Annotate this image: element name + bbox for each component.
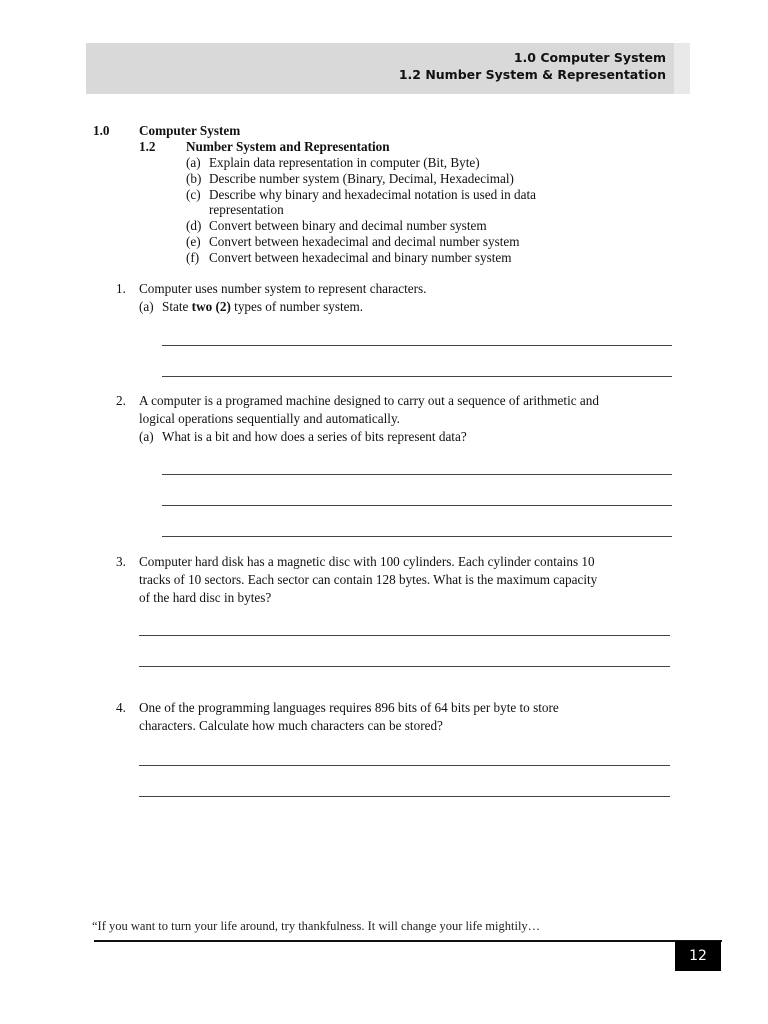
objective-letter: (d): [186, 218, 202, 233]
answer-line[interactable]: [162, 505, 672, 506]
answer-line[interactable]: [139, 765, 670, 766]
question-text: A computer is a programed machine designed to carry out a sequence of arithmetic and: [139, 393, 599, 408]
objective-letter: (e): [186, 234, 201, 249]
header-chapter: 1.0 Computer System: [513, 50, 666, 65]
objective-text: Describe why binary and hexadecimal notation is used in data: [209, 187, 537, 202]
subquestion-text-post: types of number system.: [230, 299, 364, 314]
page-number: 12: [675, 941, 721, 971]
footer-divider: [94, 940, 722, 942]
question-text: Computer uses number system to represent characters.: [139, 281, 427, 296]
answer-line[interactable]: [139, 666, 670, 667]
answer-line[interactable]: [162, 536, 672, 537]
answer-line[interactable]: [162, 345, 672, 346]
question-number: 1.: [116, 281, 126, 296]
subquestion-text-pre: State: [162, 299, 192, 314]
question-text: Computer hard disk has a magnetic disc with 100 cylinders. Each cylinder contains 10: [139, 554, 595, 569]
question-text: One of the programming languages requires 896 bits of 64 bits per byte to store: [139, 700, 559, 715]
subquestion-text: What is a bit and how does a series of bits represent data?: [162, 429, 467, 444]
objective-letter: (c): [186, 187, 201, 202]
subquestion-letter: (a): [139, 299, 154, 314]
header-band-edge: [674, 43, 690, 94]
objective-text: Explain data representation in computer (Bit, Byte): [209, 155, 480, 170]
answer-line[interactable]: [139, 796, 670, 797]
subsection-number: 1.2: [139, 139, 156, 154]
subquestion-letter: (a): [139, 429, 154, 444]
subquestion-text: [162, 299, 363, 315]
question-number: 2.: [116, 393, 126, 408]
question-text: characters. Calculate how much characters can be stored?: [139, 718, 443, 733]
footer-quote: “If you want to turn your life around, try thankfulness. It will change your life mightily…: [92, 919, 541, 933]
question-text: of the hard disc in bytes?: [139, 590, 272, 605]
question-text: logical operations sequentially and automatically.: [139, 411, 400, 426]
header-subchapter: 1.2 Number System & Representation: [398, 67, 666, 82]
objective-text: Convert between hexadecimal and decimal number system: [209, 234, 520, 249]
section-number: 1.0: [93, 123, 110, 138]
objective-text-continued: representation: [209, 202, 284, 217]
section-title: Computer System: [139, 123, 241, 138]
answer-line[interactable]: [162, 376, 672, 377]
answer-line[interactable]: [162, 474, 672, 475]
header-band: [86, 43, 690, 94]
question-text: tracks of 10 sectors. Each sector can contain 128 bytes. What is the maximum capacity: [139, 572, 598, 587]
objective-text: Convert between hexadecimal and binary number system: [209, 250, 512, 265]
objective-letter: (f): [186, 250, 200, 265]
subsection-title: Number System and Representation: [186, 139, 390, 154]
objective-letter: (b): [186, 171, 202, 186]
answer-line[interactable]: [139, 635, 670, 636]
objective-text: Describe number system (Binary, Decimal, Hexadecimal): [209, 171, 514, 186]
question-number: 3.: [116, 554, 126, 569]
objective-text: Convert between binary and decimal number system: [209, 218, 487, 233]
objective-letter: (a): [186, 155, 201, 170]
subquestion-emphasis: two (2): [191, 299, 231, 314]
question-number: 4.: [116, 700, 126, 715]
